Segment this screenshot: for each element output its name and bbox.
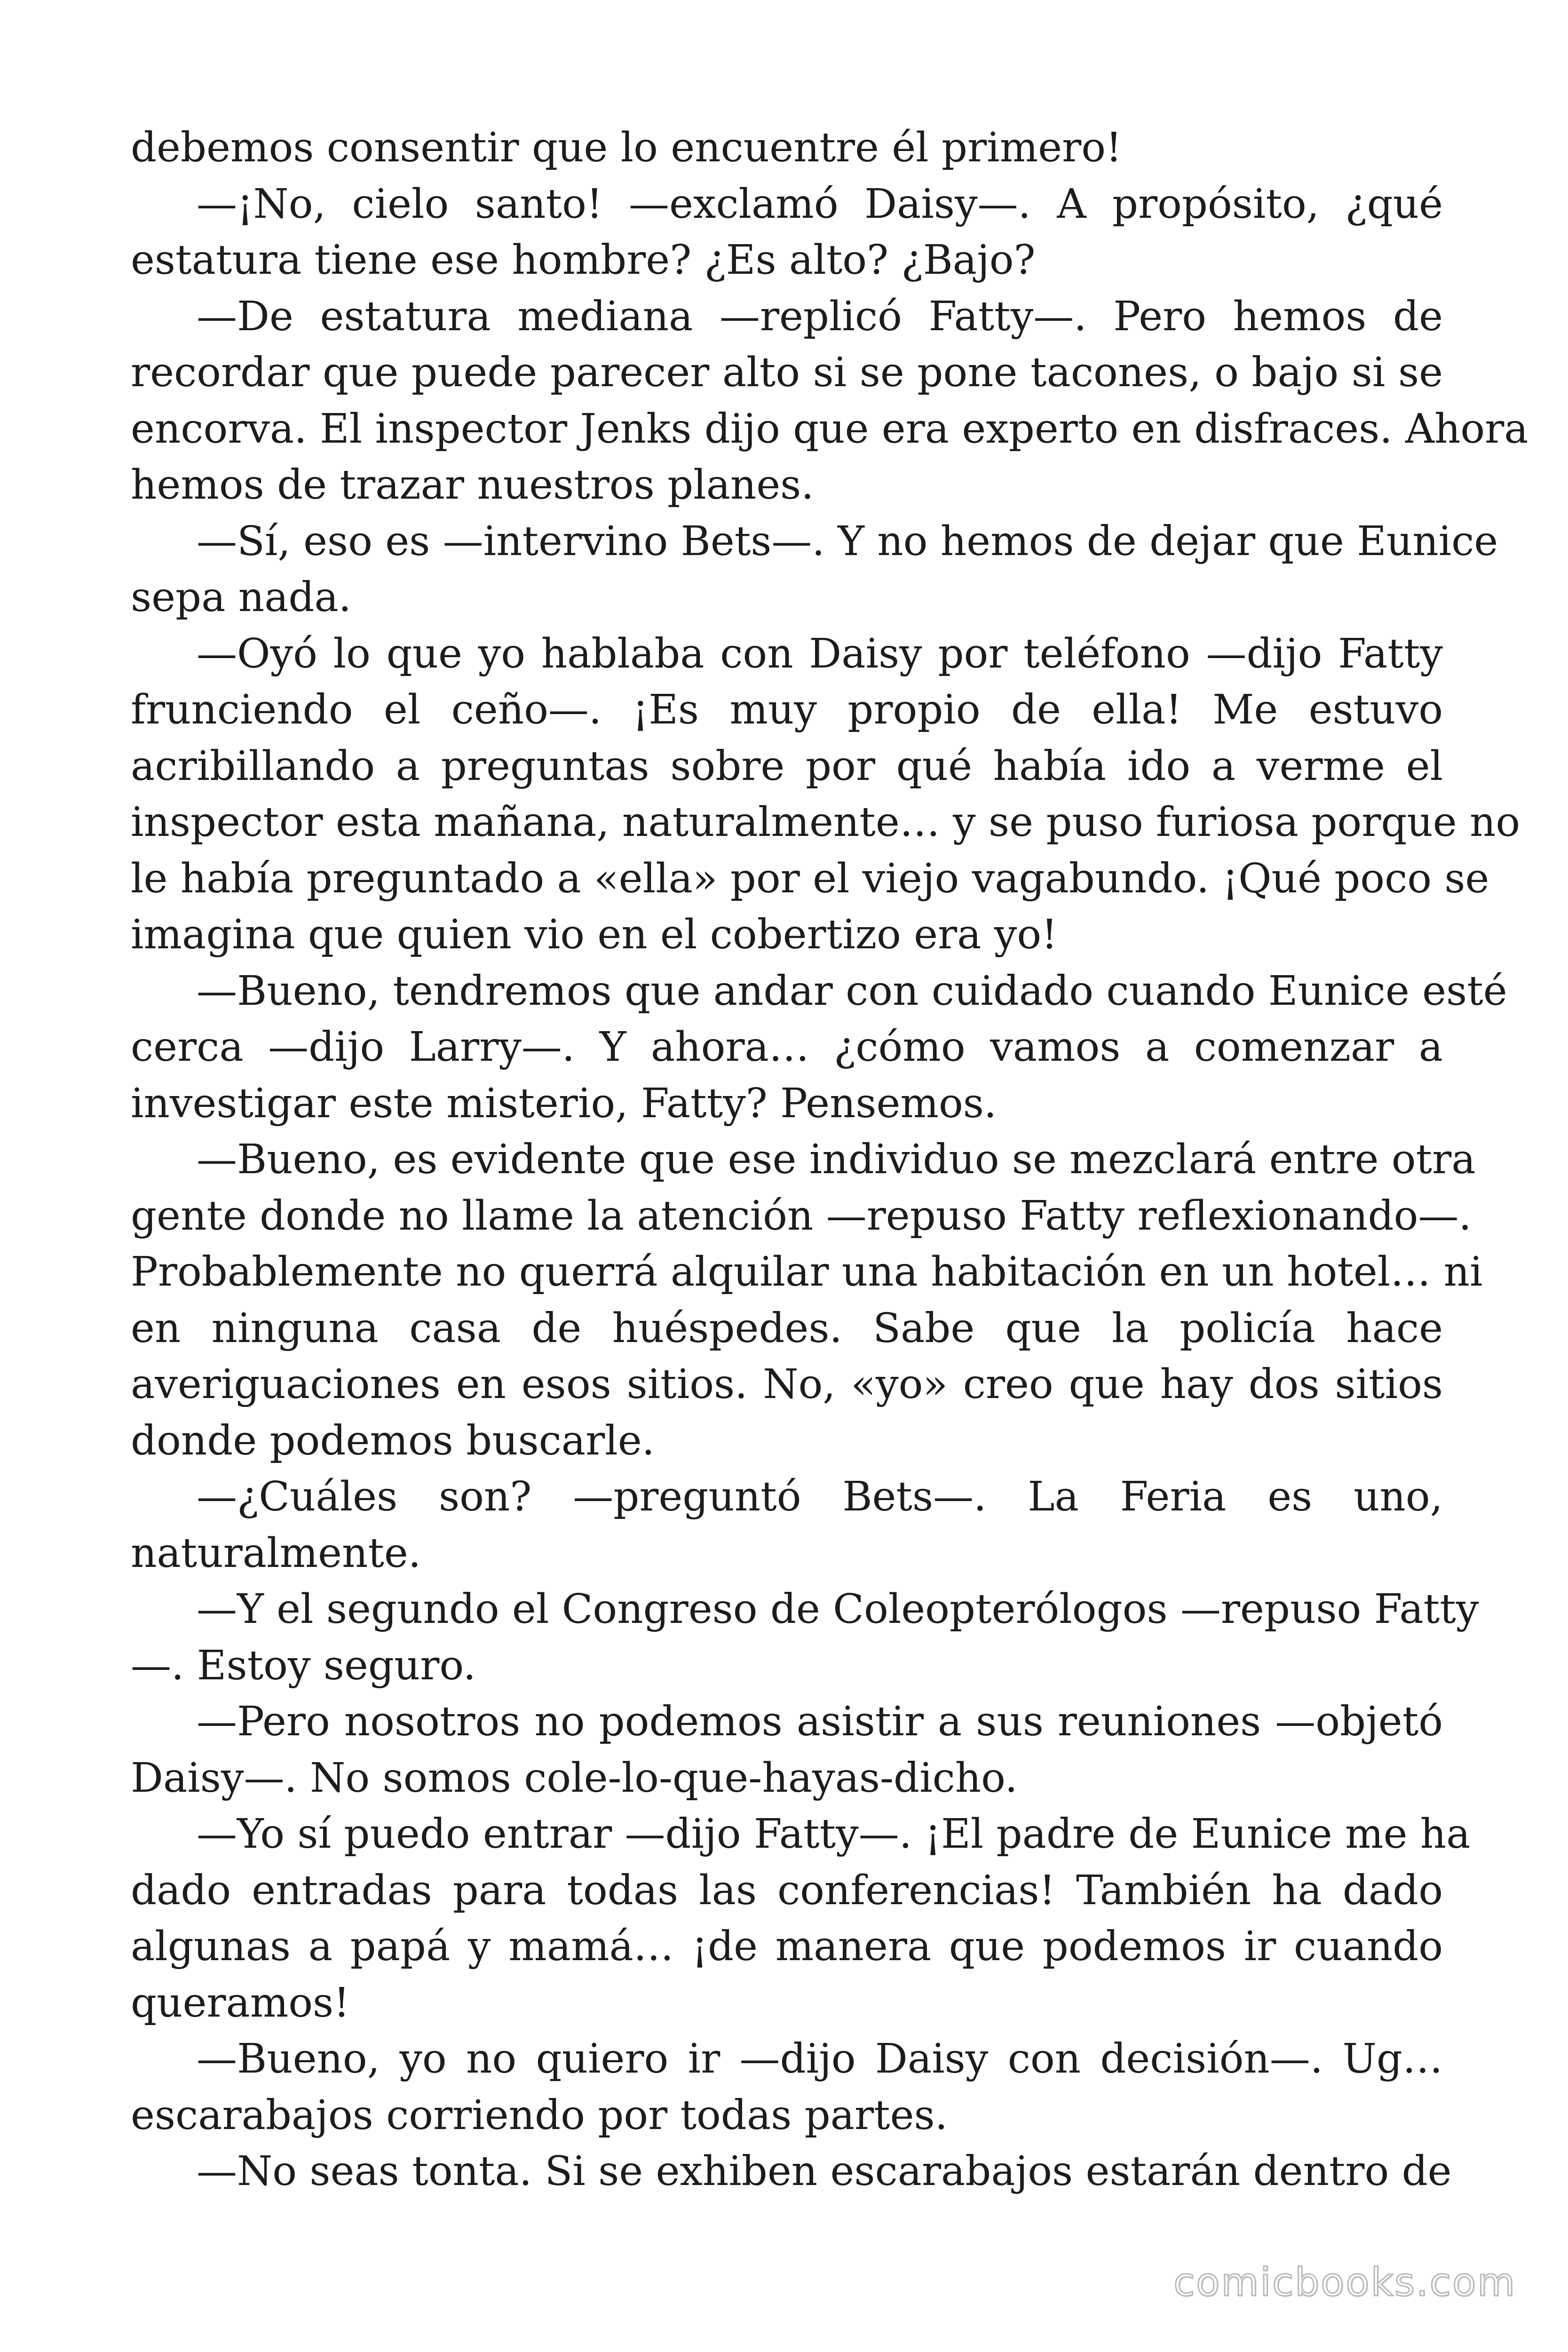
book-page-text [131,120,1528,2200]
text-line: frunciendo el ceño—. ¡Es muy propio de ella! Me estuvo [131,686,1443,733]
text-line: —Bueno, tendremos que andar con cuidado cuando Eunice esté [197,967,1507,1015]
text-line: —Bueno, yo no quiero ir —dijo Daisy con decisión—. Ug… [197,2035,1443,2082]
site-watermark: comicbooks.com [1173,2260,1516,2305]
text-line: sepa nada. [131,574,352,621]
text-line: donde podemos buscarle. [131,1417,655,1464]
text-line: —No seas tonta. Si se exhiben escarabajos estarán dentro de [197,2148,1452,2195]
text-line: recordar que puede parecer alto si se pone tacones, o bajo si se [131,349,1443,396]
text-line: estatura tiene ese hombre? ¿Es alto? ¿Bajo? [131,237,1036,284]
text-line: —. Estoy seguro. [131,1642,476,1689]
text-line: inspector esta mañana, naturalmente… y se puso furiosa porque no [131,799,1520,846]
text-line: —¿Cuáles son? —preguntó Bets—. La Feria es uno, [197,1473,1443,1520]
text-line: escarabajos corriendo por todas partes. [131,2091,948,2139]
text-line: en ninguna casa de huéspedes. Sabe que la policía hace [131,1304,1443,1352]
text-line: Daisy—. No somos cole-lo-que-hayas-dicho. [131,1754,1018,1802]
text-line: gente donde no llame la atención —repuso Fatty reflexionando—. [131,1192,1472,1240]
text-line: —Y el segundo el Congreso de Coleopterólogos —repuso Fatty [197,1586,1479,1633]
text-line: dado entradas para todas las conferencias! También ha dado [131,1867,1443,1914]
text-line: —Pero nosotros no podemos asistir a sus reuniones —objetó [197,1698,1443,1745]
text-line: debemos consentir que lo encuentre él primero! [131,124,1122,171]
text-line: —¡No, cielo santo! —exclamó Daisy—. A propósito, ¿qué [197,180,1443,228]
text-line: cerca —dijo Larry—. Y ahora… ¿cómo vamos a comenzar a [131,1024,1443,1071]
text-line: averiguaciones en esos sitios. No, «yo» creo que hay dos sitios [131,1361,1443,1408]
text-line: hemos de trazar nuestros planes. [131,461,814,509]
text-line: imagina que quien vio en el cobertizo era yo! [131,911,1058,958]
text-line: —De estatura mediana —replicó Fatty—. Pero hemos de [197,293,1443,340]
text-line: —Yo sí puedo entrar —dijo Fatty—. ¡El padre de Eunice me ha [197,1811,1471,1858]
text-line: acribillando a preguntas sobre por qué había ido a verme el [131,742,1443,790]
text-line: le había preguntado a «ella» por el viejo vagabundo. ¡Qué poco se [131,855,1489,902]
text-line: naturalmente. [131,1529,421,1577]
text-line: investigar este misterio, Fatty? Pensemos. [131,1080,997,1127]
text-line: encorva. El inspector Jenks dijo que era experto en disfraces. Ahora [131,405,1528,453]
text-line: —Bueno, es evidente que ese individuo se mezclará entre otra [197,1136,1476,1183]
text-line: queramos! [131,1979,350,2026]
text-line: Probablemente no querrá alquilar una habitación en un hotel… ni [131,1248,1483,1295]
text-line: —Oyó lo que yo hablaba con Daisy por teléfono —dijo Fatty [197,630,1443,677]
text-line: algunas a papá y mamá… ¡de manera que podemos ir cuando [131,1923,1443,1970]
text-line: —Sí, eso es —intervino Bets—. Y no hemos de dejar que Eunice [197,517,1498,565]
